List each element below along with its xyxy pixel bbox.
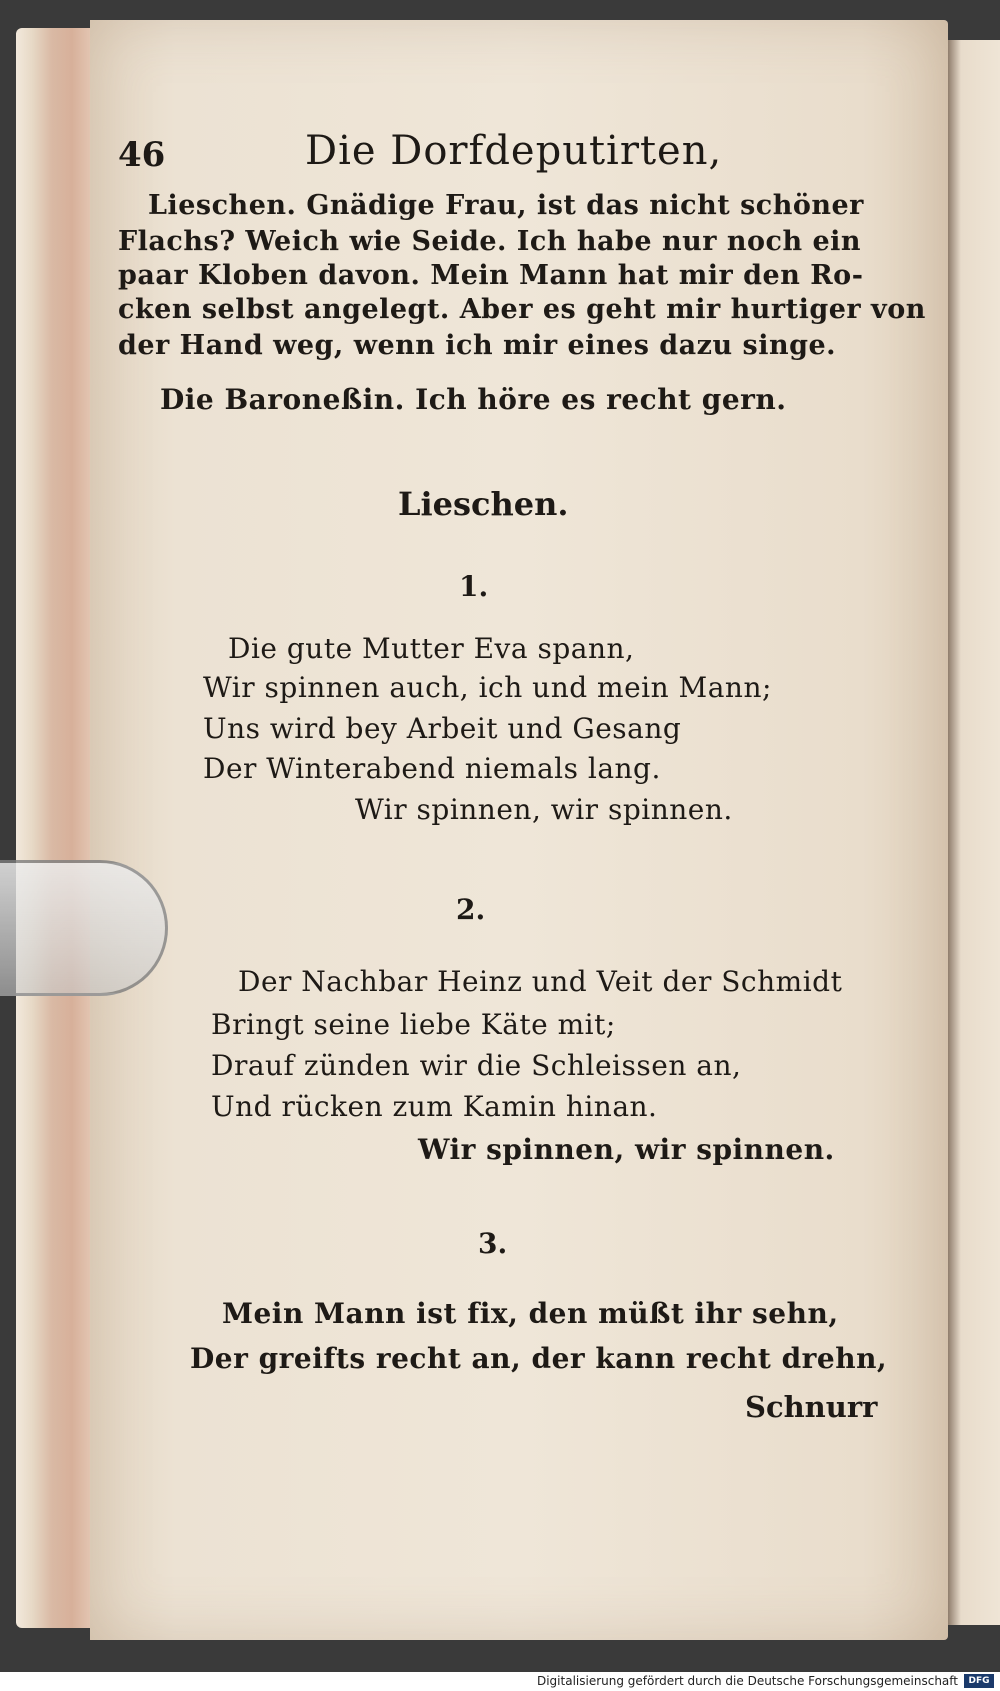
prose-text: Ich höre es recht gern.	[415, 383, 787, 416]
adjacent-page	[948, 40, 1000, 1625]
song-title: Lieschen.	[398, 485, 569, 523]
stanza-number: 1.	[459, 570, 489, 603]
verse-line: Mein Mann ist fix, den müßt ihr sehn,	[222, 1297, 839, 1330]
prose-line-5: der Hand weg, wenn ich mir eines dazu singe.	[118, 330, 837, 361]
footer-credit: Digitalisierung gefördert durch die Deutsche Forschungsgemeinschaft	[536, 1674, 958, 1688]
page-number: 46	[118, 135, 166, 175]
verse-line: Die gute Mutter Eva spann,	[228, 632, 635, 665]
dfg-logo-icon[interactable]: DFG	[964, 1674, 994, 1688]
stanza-number: 3.	[478, 1227, 508, 1260]
prose-line-4: cken selbst angelegt. Aber es geht mir hurtiger von	[118, 294, 926, 325]
page-clip	[0, 860, 168, 996]
verse-line: Bringt seine liebe Käte mit;	[211, 1008, 616, 1041]
digitization-footer	[0, 1672, 1000, 1691]
verse-line: Wir spinnen auch, ich und mein Mann;	[203, 671, 772, 704]
prose-text: Gnädige Frau, ist das nicht schöner	[306, 190, 864, 221]
stanza-number: 2.	[456, 893, 486, 926]
verse-line: Der Winterabend niemals lang.	[203, 752, 661, 785]
verse-line: Der Nachbar Heinz und Veit der Schmidt	[238, 965, 843, 998]
prose-line-2: Flachs? Weich wie Seide. Ich habe nur noch ein	[118, 226, 862, 257]
prose-line-1	[148, 190, 864, 221]
verse-line: Uns wird bey Arbeit und Gesang	[203, 712, 682, 745]
prose-line-3: paar Kloben davon. Mein Mann hat mir den Ro-	[118, 260, 864, 291]
verse-refrain: Wir spinnen, wir spinnen.	[418, 1133, 835, 1166]
verse-line: Der greifts recht an, der kann recht drehn,	[190, 1342, 888, 1375]
verse-refrain: Wir spinnen, wir spinnen.	[355, 793, 733, 826]
speaker-name: Die Baroneßin.	[160, 383, 405, 416]
book-page-edges	[16, 28, 96, 1628]
verse-line: Drauf zünden wir die Schleissen an,	[211, 1049, 742, 1082]
catchword: Schnurr	[745, 1390, 878, 1424]
prose-line-6	[160, 383, 787, 416]
running-head: Die Dorfdeputirten,	[305, 128, 723, 174]
verse-line: Und rücken zum Kamin hinan.	[211, 1090, 658, 1123]
speaker-name: Lieschen.	[148, 190, 297, 221]
